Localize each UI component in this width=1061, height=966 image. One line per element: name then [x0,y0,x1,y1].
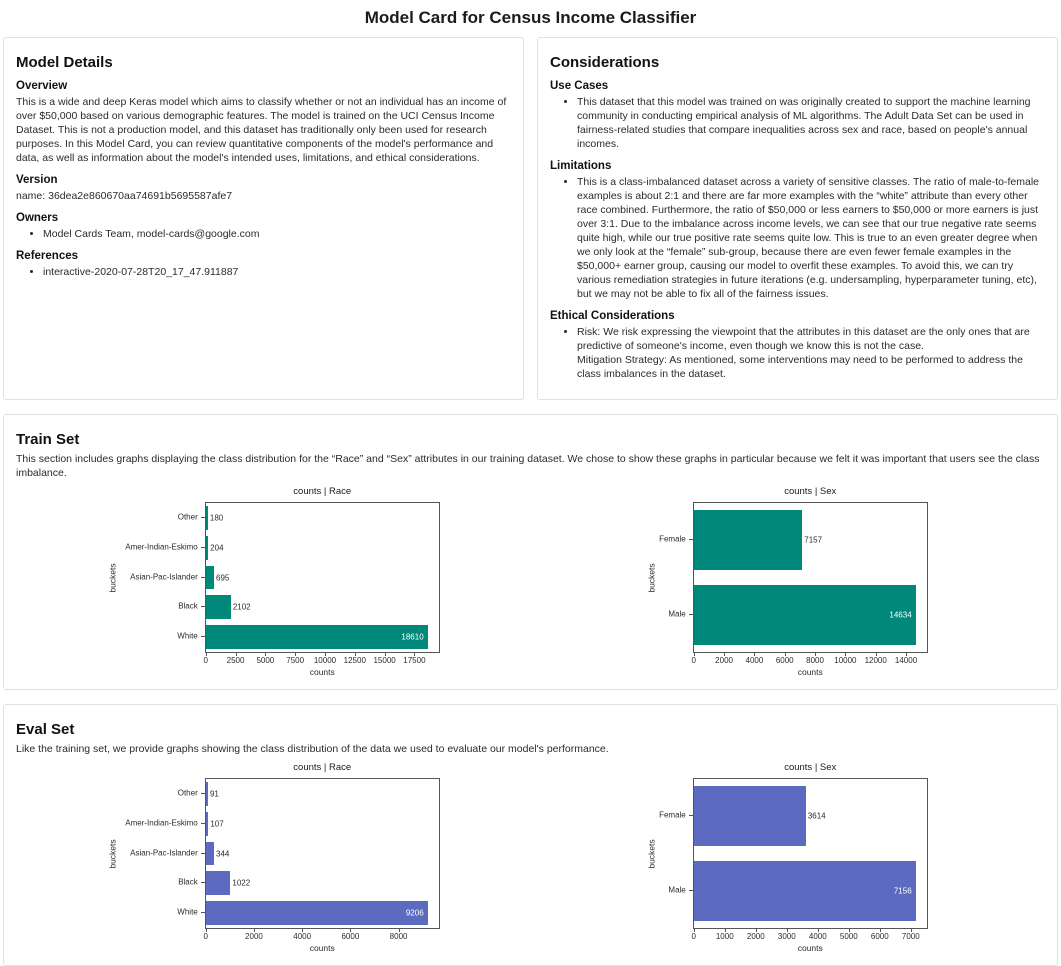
bar-chart-figure [106,486,440,677]
bar [694,861,916,921]
y-tick-label: Male [668,609,686,619]
x-tick-label: 4000 [745,656,764,665]
bar-chart-figure [645,762,928,953]
y-tick-label: Amer-Indian-Eskimo [125,818,198,828]
eval-race-chart [16,762,530,953]
ethical-risk-line: • Risk: We risk expressing the viewpoint that the attributes in this dataset are the only ones that are predictive of someone's income, even though we know this is not the case. [577,326,1030,352]
x-tick-label: 8000 [806,656,824,665]
figure-main [205,762,440,953]
overview-heading: Overview [16,80,68,92]
eval-set-title: Eval Set [16,721,75,738]
model-details-card [3,37,524,400]
x-tick-label: 6000 [870,932,889,941]
considerations-card [537,37,1058,400]
limitation-item: • This is a class-imbalanced dataset across a variety of sensitive classes. The ratio of male-to-female examples is about 2:1 and there are far more examples with the “white” attribute than every other race combined. Furthermore, the ratio of $50,000 or less earners to $50,000 or more earners is just over 3:1. Due to the imbalance across income levels, we can see that our true negative rate seems quite high, while our true positive rate seems quite low. This is true to an even greater degree when we only look at the “female” sub-group, because there are even fewer female examples in the $50,000+ earner group, causing our model to overfit these examples. To avoid this, we can try various remediation strategies in future iterations (e.g. undersampling, hyperparameter tuning, etc), but we may not be able to fix all of the fairness issues. [577,175,1043,301]
y-tick-area [658,502,693,653]
bar-value-label: 107 [210,819,224,829]
bar-chart-figure [645,486,928,677]
x-tick-label: 1000 [715,932,734,941]
ethical-mitigation-line: Mitigation Strategy: As mentioned, some interventions may need to be performed to address the class imbalances in the dataset. [577,354,1023,380]
version-text: name: 36dea2e860670aa74691b5695587afe7 [16,190,233,202]
chart-title: counts | Race [293,762,352,773]
y-axis-label-text: buckets [107,838,118,869]
y-axis-label [106,502,119,653]
reference-item: • interactive-2020-07-28T20_17_47.911887 [43,265,509,279]
train-set-card [3,414,1058,690]
owners-list [16,227,509,241]
eval-set-description: Like the training set, we provide graphs showing the class distribution of the data we used to evaluate our model's performance. [16,743,609,755]
bar-value-label: 91 [209,789,219,799]
figure-grid [645,762,928,953]
eval-sex-chart [530,762,1044,953]
x-tick-label: 7500 [286,656,305,665]
page-title: Model Card for Census Income Classifier [364,8,697,27]
bar [206,812,209,836]
train-set-title: Train Set [16,431,80,448]
eval-charts-row [16,762,1043,953]
figure-grid [645,486,928,677]
x-tick-label: 17500 [403,656,426,665]
y-tick-label: White [177,631,198,641]
plot-area [205,778,440,929]
y-axis-label-text: buckets [646,562,657,593]
y-tick-label: Male [668,885,686,895]
x-tick-label: 4000 [808,932,827,941]
bar-value-label: 204 [210,543,224,553]
train-set-description: This section includes graphs displaying the class distribution for the “Race” and “Sex” attributes in our training dataset. We chose to show these graphs in particular because we felt it was important that users see the class imbalance. [16,453,1040,479]
figure-main [205,486,440,677]
bar [694,786,806,846]
bar [206,871,231,895]
x-tick-label: 10000 [834,656,857,665]
x-tick-label: 14000 [894,656,918,665]
y-tick-label: Other [177,788,198,798]
y-tick-label: Asian-Pac-Islander [130,572,198,582]
bar [206,566,214,590]
x-tick-label: 12500 [343,656,366,665]
y-tick-label: Black [178,601,198,611]
use-cases-heading: Use Cases [550,80,609,92]
bar-value-label: 180 [209,513,224,523]
x-tick-label: 0 [203,932,208,941]
x-tick-label: 2000 [715,656,733,665]
x-tick-area [205,929,440,942]
bar [206,506,208,530]
x-tick-label: 12000 [864,656,887,665]
x-tick-area [693,653,928,666]
x-axis-label: counts [797,943,823,953]
bar [206,782,208,806]
y-tick-label: Female [659,810,686,820]
eval-set-row [3,704,1058,966]
y-tick-label: White [177,907,198,917]
bar [206,595,231,619]
considerations-title: Considerations [550,54,660,71]
bar [206,901,428,925]
y-axis-label-text: buckets [646,838,657,869]
x-tick-label: 0 [203,656,208,665]
bar-value-label: 695 [216,573,230,582]
train-sex-chart [530,486,1044,677]
x-tick-area [205,653,440,666]
plot-area [205,502,440,653]
figure-main [693,762,928,953]
x-tick-label: 4000 [293,932,312,941]
bar [206,625,428,649]
y-axis-label [645,778,658,929]
x-tick-label: 5000 [256,656,275,665]
x-tick-label: 7000 [901,932,920,941]
eval-set-card [3,704,1058,966]
y-axis-label [645,502,658,653]
references-list [16,265,509,279]
limitations-heading: Limitations [550,160,612,172]
train-race-chart [16,486,530,677]
figure-grid [106,762,440,953]
bar-value-label: 1022 [232,878,251,888]
ethical-list [550,325,1043,381]
x-tick-label: 5000 [839,932,858,941]
bar-value-label: 3614 [807,811,826,821]
bar-value-label: 7157 [804,535,823,545]
chart-title: counts | Sex [784,486,837,497]
bar-chart-figure [106,762,440,953]
bar-value-label: 14634 [889,610,912,620]
x-tick-area [693,929,928,942]
limitations-list [550,175,1043,301]
details-considerations-row [3,37,1058,400]
plot-area [693,778,928,929]
plot-area [693,502,928,653]
ethical-item [577,325,1043,381]
owners-heading: Owners [16,212,59,224]
train-charts-row [16,486,1043,677]
x-tick-label: 0 [691,932,696,941]
x-axis-label: counts [797,667,823,677]
y-tick-area [119,502,205,653]
x-tick-label: 6000 [775,656,794,665]
x-axis-label: counts [309,943,335,953]
y-tick-area [658,778,693,929]
figure-main [693,486,928,677]
bar-value-label: 344 [216,849,230,858]
ethical-heading: Ethical Considerations [550,310,675,322]
bar-value-label: 7156 [893,886,912,896]
y-tick-label: Amer-Indian-Eskimo [125,542,198,552]
x-tick-label: 8000 [389,932,408,941]
overview-text: This is a wide and deep Keras model which aims to classify whether or not an individual has an income of over $50,000 based on various demographic features. The model is trained on the UCI Census Income Dataset. This is not a production model, and this dataset has traditionally only been used for research purposes. In this Model Card, you can review quantitative components of the model's performance and data, as well as information about the model's intended uses, limitations, and ethical considerations. [16,96,507,164]
use-cases-list [550,95,1043,151]
y-tick-label: Other [177,512,198,522]
train-set-row [3,414,1058,690]
chart-title: counts | Sex [784,762,837,773]
bar [694,585,916,645]
x-tick-label: 3000 [777,932,796,941]
bar-value-label: 18610 [401,632,424,642]
x-tick-label: 6000 [341,932,360,941]
bar [694,510,803,570]
figure-grid [106,486,440,677]
y-tick-label: Black [178,877,198,887]
y-tick-label: Female [659,534,686,544]
use-case-item: • This dataset that this model was trained on was originally created to support the machine learning community in conducting empirical analysis of ML algorithms. The Adult Data Set can be used in fairness-related studies that compare inequalities across sex and race, based on people's annual incomes. [577,95,1043,151]
y-axis-label [106,778,119,929]
y-tick-label: Asian-Pac-Islander [130,848,198,858]
x-tick-label: 15000 [373,656,396,665]
y-axis-label-text: buckets [107,562,118,593]
bar [206,842,214,866]
x-tick-label: 10000 [313,656,337,665]
references-heading: References [16,250,79,262]
owner-item: • Model Cards Team, model-cards@google.com [43,227,509,241]
y-tick-area [119,778,205,929]
version-heading: Version [16,174,58,186]
bar-value-label: 9206 [405,908,424,918]
x-tick-label: 2000 [245,932,263,941]
model-details-title: Model Details [16,54,113,71]
bar [206,536,208,560]
x-tick-label: 2000 [746,932,765,941]
x-axis-label: counts [309,667,335,677]
x-tick-label: 2500 [226,656,245,665]
chart-title: counts | Race [293,486,352,497]
bar-value-label: 2102 [232,602,251,612]
x-tick-label: 0 [691,656,696,665]
